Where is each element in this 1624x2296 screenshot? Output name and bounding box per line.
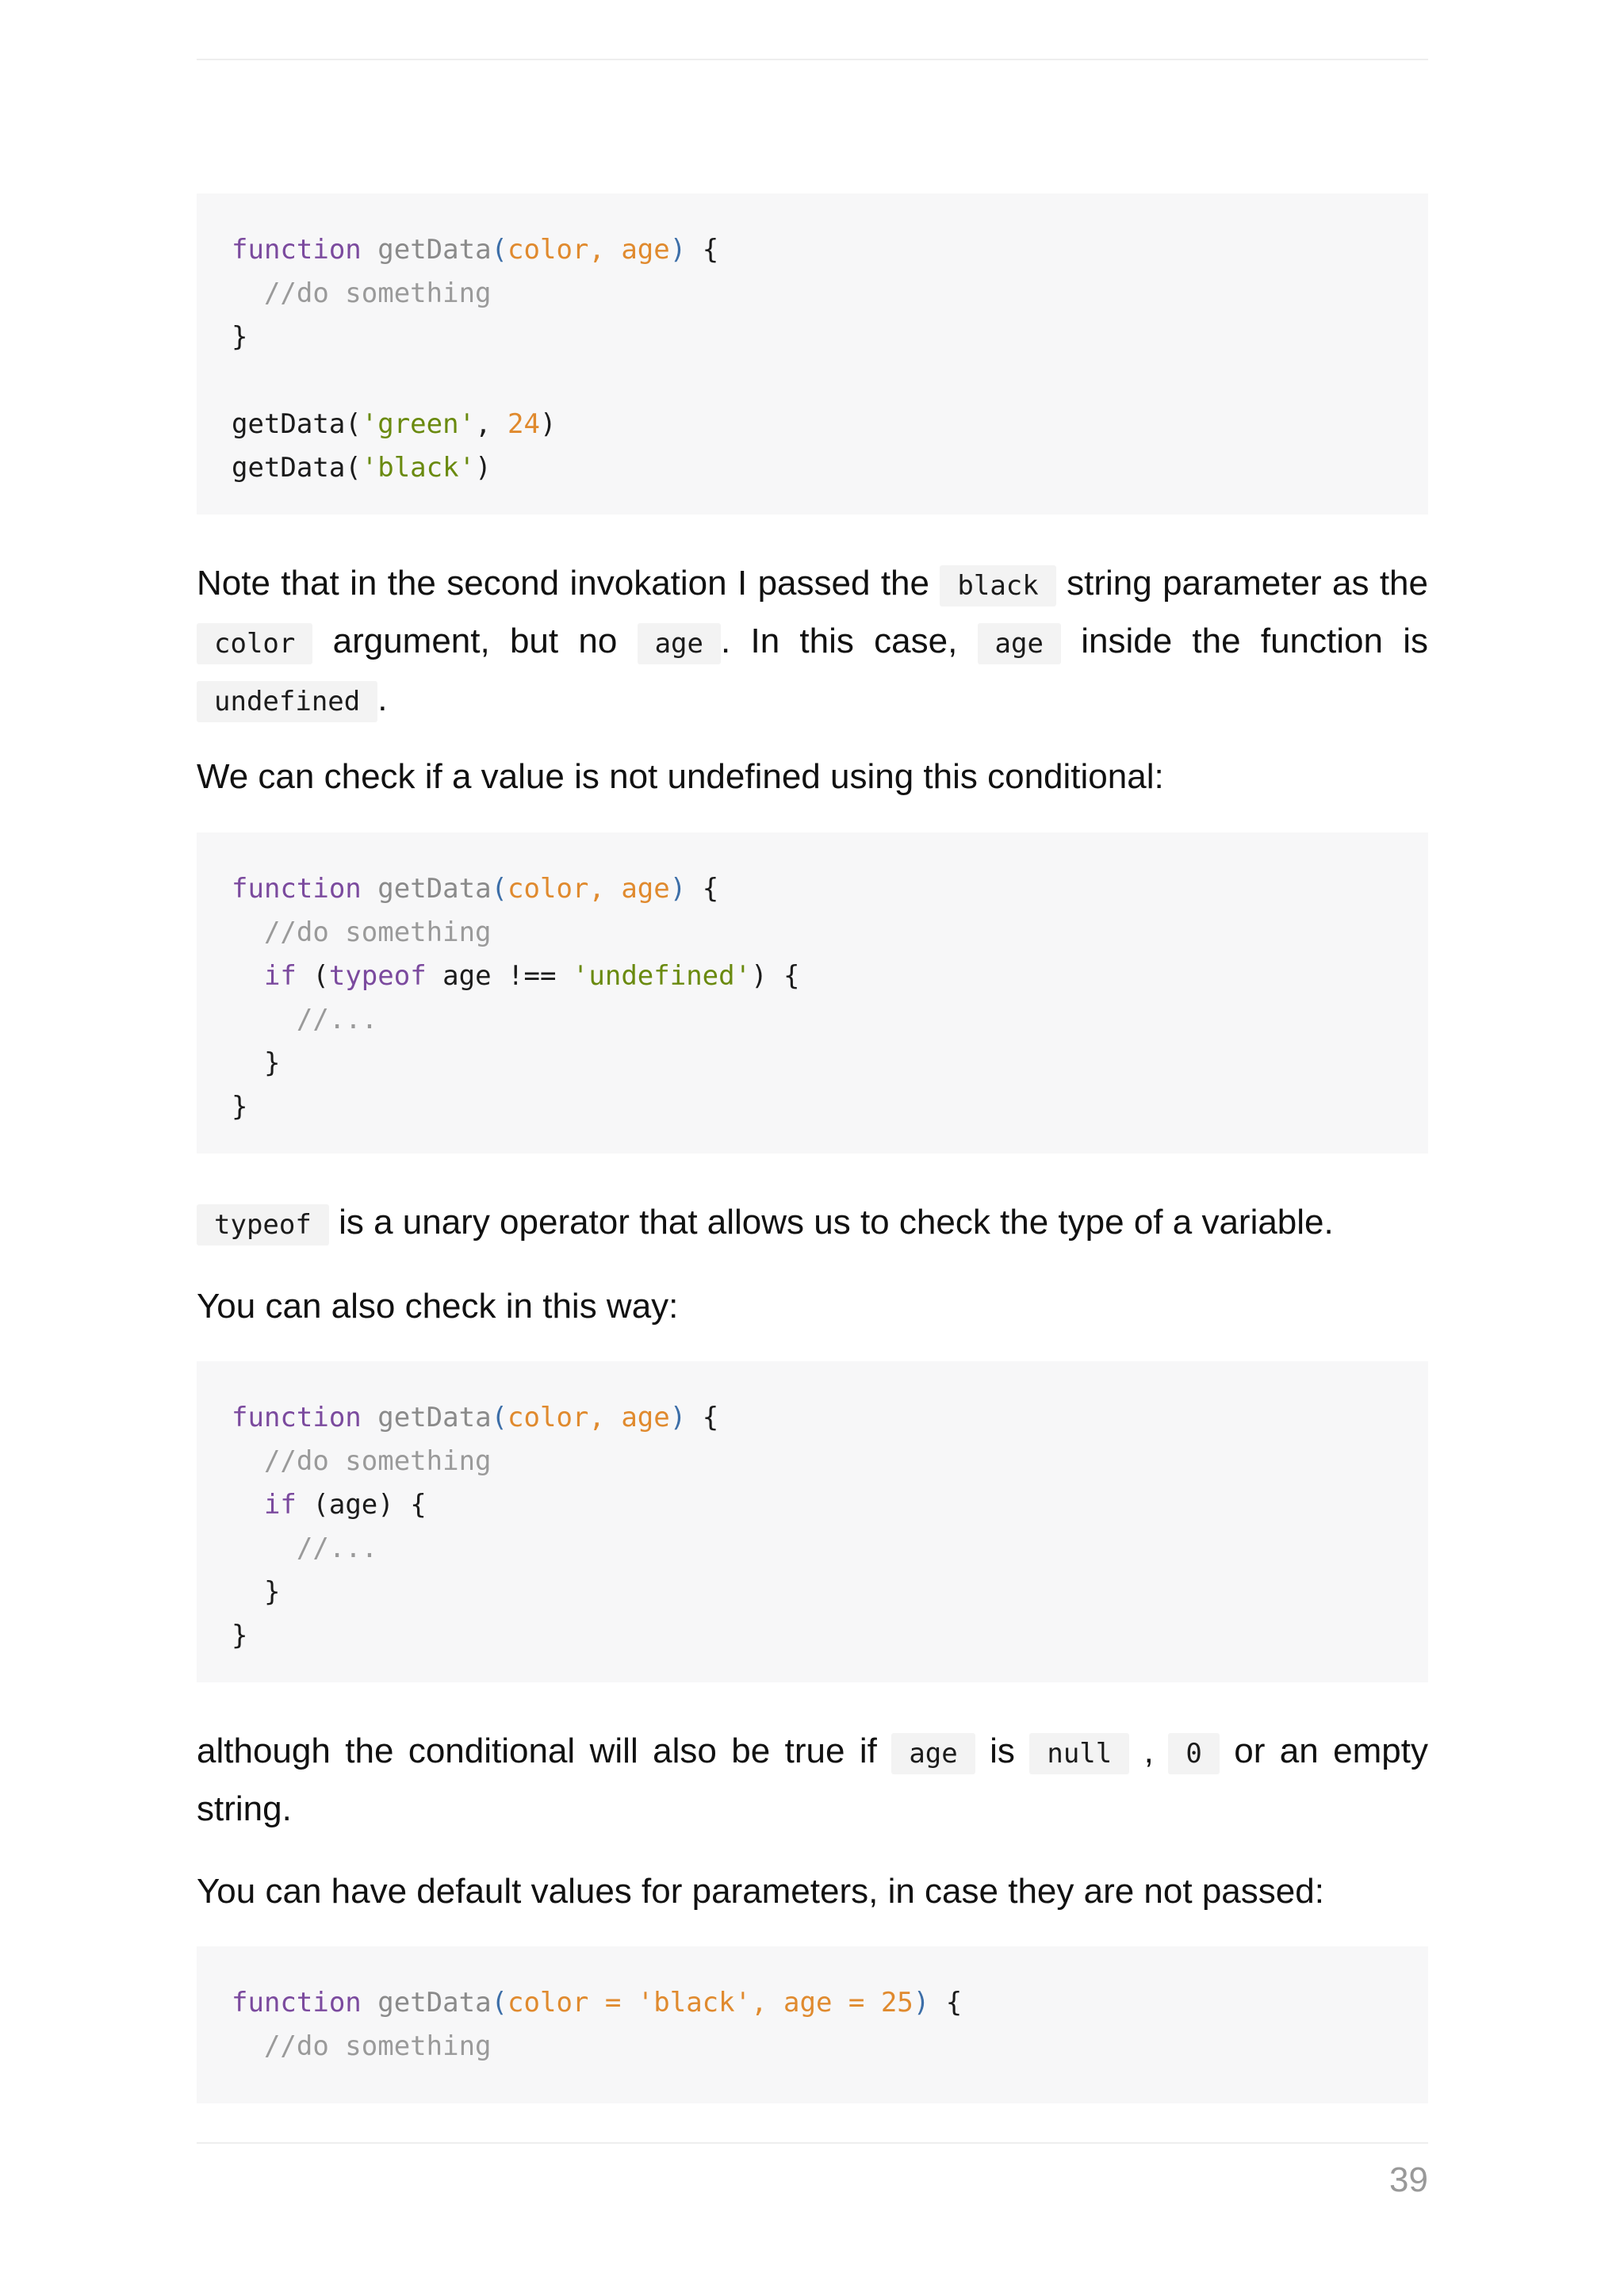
code-block — [197, 1946, 1428, 2103]
inline-code: color — [197, 623, 312, 664]
code-token: } — [232, 1047, 281, 1079]
code-token: } — [232, 321, 248, 353]
code-token: ) { — [751, 960, 800, 992]
code-line — [232, 998, 1428, 1042]
code-token — [232, 1004, 297, 1035]
code-token: 'undefined' — [572, 960, 752, 992]
document-page — [197, 0, 1428, 2296]
paragraph-check-undefined: We can check if a value is not undefined using this conditional: — [197, 757, 1164, 796]
code-line — [232, 1042, 1428, 1085]
code-token: { — [686, 873, 719, 905]
inline-code: 0 — [1168, 1733, 1219, 1774]
code-line — [232, 316, 1428, 359]
paragraph-text: or an empty string. — [197, 1732, 1428, 1828]
code-token — [232, 365, 247, 396]
inline-code: null — [1029, 1733, 1129, 1774]
code-token: 'black' — [361, 452, 476, 484]
code-token: getData — [377, 234, 492, 266]
paragraph-text: string parameter as the — [1067, 564, 1428, 603]
code-token: //... — [296, 1004, 378, 1035]
code-block — [197, 1361, 1428, 1682]
footer-divider — [197, 2142, 1428, 2144]
code-token: function — [232, 1987, 362, 2019]
code-line — [232, 911, 1428, 955]
code-token — [362, 1987, 377, 2019]
code-token: ( — [491, 873, 508, 905]
paragraph-text: is a unary operator that allows us to check the type of a variable. — [339, 1203, 1334, 1242]
code-line — [232, 1483, 1428, 1527]
code-line — [232, 1527, 1428, 1571]
code-token: getData — [377, 873, 492, 905]
inline-code: black — [940, 565, 1055, 607]
code-token: { — [686, 234, 719, 266]
code-token: //... — [296, 1533, 378, 1564]
code-token: , — [475, 408, 508, 440]
code-token: ( — [491, 1402, 508, 1433]
code-line — [232, 228, 1428, 272]
code-token: function — [232, 1402, 362, 1433]
code-token — [362, 234, 377, 266]
code-token: color, age — [508, 1402, 670, 1433]
code-token: 24 — [508, 408, 540, 440]
code-token: } — [232, 1620, 248, 1651]
paragraph-text: is — [990, 1732, 1015, 1770]
paragraph-conditional-note — [197, 1724, 1428, 1837]
inline-code: undefined — [197, 681, 377, 722]
inline-code: age — [638, 623, 721, 664]
code-token: ) — [913, 1987, 930, 2019]
paragraph-text: Note that in the second invokation I passed the — [197, 564, 929, 603]
code-token: //do something — [263, 916, 492, 948]
code-line — [232, 955, 1428, 998]
code-token: ) — [669, 873, 687, 905]
header-divider — [197, 59, 1428, 60]
code-token: //do something — [263, 2030, 492, 2062]
code-line — [232, 446, 1428, 490]
code-token: ) — [669, 1402, 687, 1433]
paragraph-note — [197, 556, 1428, 729]
page-number: 39 — [1389, 2160, 1428, 2199]
code-token — [232, 960, 264, 992]
code-line — [232, 2025, 1428, 2068]
code-token — [232, 277, 264, 309]
code-line — [232, 403, 1428, 446]
code-token: (age) { — [296, 1489, 427, 1521]
code-token: typeof — [328, 960, 427, 992]
code-token: color, age — [508, 873, 670, 905]
paragraph-text: . — [377, 679, 388, 718]
code-token: ( — [491, 234, 508, 266]
code-token — [232, 1533, 297, 1564]
code-token: ) — [475, 452, 492, 484]
code-token — [232, 916, 264, 948]
code-token: getData( — [232, 452, 362, 484]
code-token: //do something — [263, 1445, 492, 1477]
paragraph-also-check: You can also check in this way: — [197, 1287, 679, 1326]
code-token — [232, 2030, 264, 2062]
code-token: { — [686, 1402, 719, 1433]
code-token: function — [232, 873, 362, 905]
code-token: ) — [669, 234, 687, 266]
code-line — [232, 1440, 1428, 1483]
code-line — [232, 359, 1428, 403]
code-token: getData — [377, 1402, 492, 1433]
code-token — [362, 873, 377, 905]
paragraph-text: although the conditional will also be true if — [197, 1732, 877, 1770]
code-token: getData — [377, 1987, 492, 2019]
code-token: } — [232, 1091, 248, 1123]
code-token: 'green' — [361, 408, 476, 440]
code-token: age !== — [426, 960, 573, 992]
code-line — [232, 272, 1428, 316]
code-token — [232, 1445, 264, 1477]
paragraph-default-values: You can have default values for parameters, in case they are not passed: — [197, 1872, 1324, 1911]
paragraph-text: , — [1143, 1732, 1154, 1770]
code-line — [232, 1085, 1428, 1129]
code-token: getData( — [232, 408, 362, 440]
code-line — [232, 867, 1428, 911]
code-token: ) — [539, 408, 557, 440]
code-token: ( — [296, 960, 329, 992]
code-token: } — [232, 1576, 281, 1608]
paragraph-typeof — [197, 1195, 1428, 1253]
code-token — [232, 1489, 264, 1521]
paragraph-text: inside the function is — [1081, 622, 1428, 660]
code-line — [232, 1571, 1428, 1614]
code-line — [232, 1396, 1428, 1440]
code-token: //do something — [263, 277, 492, 309]
code-line — [232, 1614, 1428, 1658]
inline-code: typeof — [197, 1204, 329, 1246]
paragraph-text: argument, but no — [332, 622, 618, 660]
code-block — [197, 832, 1428, 1154]
inline-code: age — [891, 1733, 975, 1774]
inline-code: age — [978, 623, 1061, 664]
code-token: function — [232, 234, 362, 266]
code-token: if — [263, 1489, 297, 1521]
code-token: if — [263, 960, 297, 992]
code-token: color, age — [508, 234, 670, 266]
code-token: color = 'black', age = 25 — [508, 1987, 914, 2019]
code-block — [197, 193, 1428, 515]
code-token: ( — [491, 1987, 508, 2019]
paragraph-text: . In this case, — [721, 622, 958, 660]
code-line — [232, 1981, 1428, 2025]
code-token: { — [929, 1987, 963, 2019]
code-token — [362, 1402, 377, 1433]
